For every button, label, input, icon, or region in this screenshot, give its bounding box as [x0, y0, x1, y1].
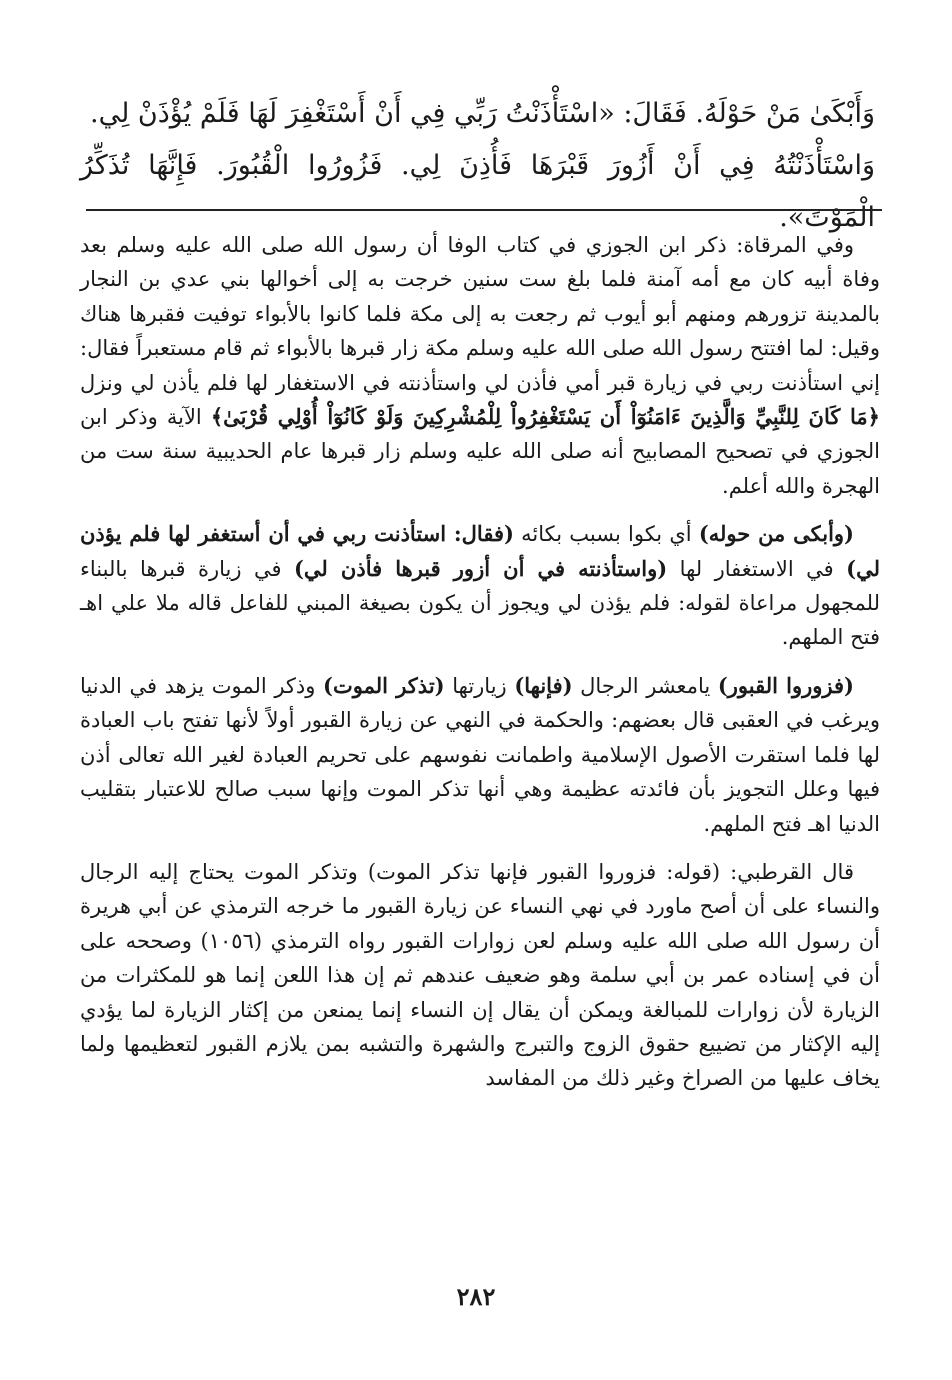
paragraph-text: في زيارة قبرها بالبناء للمجهول مراعاة لقوله: فلم يؤذن لي ويجوز أن يكون بصيغة المبني للفاعل قاله ملا علي اهـ فتح الملهم. — [80, 556, 880, 650]
paragraph-text: وفي المرقاة: ذكر ابن الجوزي في كتاب الوفا أن رسول الله صلى الله عليه وسلم بعد وفاة أبيه كان مع أمه آمنة فلما بلغ ست سنين خرجت به إلى أخوالها بني عدي بن النجار بالمدينة تزورهم ومنهم أبو أيوب ثم رجعت به إلى مكة فلما كانوا بالأبواء توفيت فقبرها هناك وقيل: لما افتتح رسول الله صلى الله عليه وسلم مكة زار قبرها بالأبواء ثم قام مستعبراً فقال: إني استأذنت ربي في زيارة قبر أمي فأذن لي واستأذنته في الاستغفار لها فلم يأذن لي ونزل — [80, 233, 880, 395]
paragraph-text: وذكر الموت يزهد في الدنيا ويرغب في العقبى قال بعضهم: والحكمة في النهي عن زيارة القبور أولاً لأنها تفتح باب العبادة لها فلما استقرت الأصول الإسلامية واطمانت نفوسهم على تحريم العبادة لغير الله تعالى أذن فيها وعلل التجويز بأن فائدته عظيمة وهي أنها تذكر الموت وإنها سبب صالح للاعتبار بتقليب الدنيا اهـ فتح الملهم. — [80, 673, 880, 836]
quoted-phrase: (وأبكى من حوله) — [698, 521, 854, 547]
paragraph-text: في الاستغفار لها — [679, 556, 834, 581]
quoted-phrase: (تذكر الموت) — [323, 672, 445, 698]
quoted-phrase: (فإنها) — [514, 672, 573, 698]
hadith-text — [80, 88, 875, 244]
page-number: ٢٨٢ — [456, 1282, 496, 1311]
footnote-divider — [86, 209, 882, 211]
paragraph-text: أي بكوا بسبب بكائه — [521, 522, 692, 547]
quoted-phrase: (واستأذنته في أن أزور قبرها فأذن لي) — [293, 555, 668, 581]
quoted-phrase: (فزوروا القبور) — [717, 672, 854, 698]
hadith-line-1: وَأَبْكَىٰ مَنْ حَوْلَهُ. فَقَالَ: «اسْتَأْذَنْتُ رَبِّي فِي أَنْ أَسْتَغْفِرَ لَهَا فَلَمْ يُؤْذَنْ لِي. — [90, 98, 875, 129]
hadith-line-2: وَاسْتَأْذَنْتُهُ فِي أَنْ أَزُورَ قَبْرَهَا فَأُذِنَ لِي. فَزُورُوا الْقُبُورَ. فَإِنَّهَا تُذَكِّرُ الْمَوْتَ». — [80, 150, 875, 233]
paragraph-text: يامعشر الرجال — [580, 673, 711, 698]
paragraph-text: زيارتها — [452, 673, 507, 698]
paragraph-mirqat — [80, 228, 880, 503]
paragraph-visit-graves — [80, 669, 880, 841]
paragraph-text: الآية وذكر ابن الجوزي في تصحيح المصابيح أنه صلى الله عليه وسلم زار قبرها عام الحديبية سنة ست من الهجرة والله أعلم. — [80, 405, 880, 498]
quoted-phrase: (فقال: استأذنت ربي في أن أستغفر لها فلم يؤذن لي) — [80, 521, 880, 581]
quran-verse: ﴿مَا كَانَ لِلنَّبِيِّ وَالَّذِينَ ءَامَنُوٓاْ أَن يَسْتَغْفِرُواْ لِلْمُشْرِكِينَ وَلَوْ كَانُوٓاْ أُوْلِي قُرْبَىٰ﴾ — [210, 404, 880, 430]
paragraph-crying — [80, 517, 880, 655]
paragraph-text: قال القرطبي: (قوله: فزوروا القبور فإنها تذكر الموت) وتذكر الموت يحتاج إليه الرجال والنساء على أن أصح ماورد في نهي النساء عن زيارة القبور ما خرجه الترمذي عن أبي هريرة أن رسول الله صلى الله عليه وسلم لعن زوارات القبور رواه الترمذي (١٠٥٦) وصححه على أن في إسناده عمر بن أبي سلمة وهو ضعيف عندهم ثم إن هذا اللعن إنما هو للمكثرات من الزيارة لأن زوارات للمبالغة ويمكن أن يقال إن النساء إنما يمنعن من إكثار الزيارة لما يؤدي إليه الإكثار من تضييع حقوق الزوج والتبرج والشهرة والتشبه بمن يلازم القبور لتعظيمها ولما يخاف عليها من الصراخ وغير ذلك من المفاسد — [80, 859, 881, 1091]
commentary — [80, 228, 880, 1110]
paragraph-qurtubi — [80, 855, 880, 1096]
